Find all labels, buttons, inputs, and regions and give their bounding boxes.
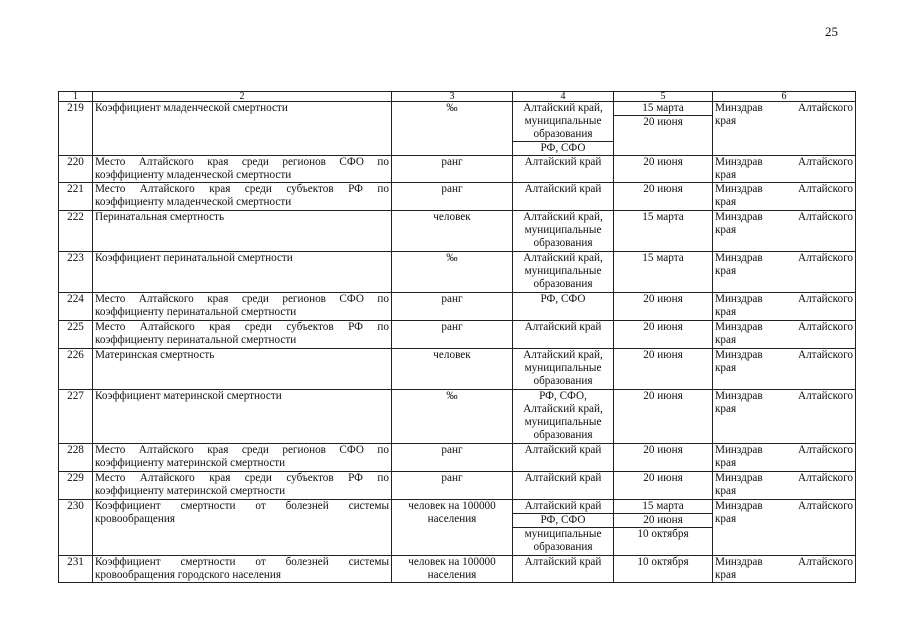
- territory-cell: [513, 472, 614, 500]
- deadline-line: 15 марта: [642, 252, 684, 264]
- org-word: края: [715, 485, 737, 497]
- org-word: Минздрав: [715, 156, 763, 168]
- column-number: 3: [392, 92, 513, 102]
- unit-cell: [392, 321, 513, 349]
- deadline-cell: [614, 472, 713, 500]
- org-word: Минздрав: [715, 556, 763, 568]
- indicator-name: Место Алтайского края среди регионов СФО по коэффициенту материнской смертности: [93, 444, 392, 472]
- row-number: 223: [59, 252, 93, 293]
- deadline-line: 20 июня: [643, 444, 683, 456]
- org-word: Минздрав: [715, 293, 763, 305]
- unit-cell: [392, 390, 513, 444]
- unit-cell: [392, 293, 513, 321]
- org-word: Алтайского: [798, 349, 853, 361]
- page-number: 25: [825, 24, 838, 39]
- territory-cell: [513, 349, 614, 390]
- table-row: [59, 390, 856, 444]
- row-number: 231: [59, 556, 93, 583]
- org-word: Минздрав: [715, 390, 763, 402]
- territory-line: Алтайский край, муниципальные образования: [523, 252, 603, 290]
- unit-line: ‰: [446, 390, 458, 402]
- deadline-cell: [614, 156, 713, 183]
- deadline-cell: [614, 390, 713, 444]
- org-word: края: [715, 115, 737, 127]
- org-word: Алтайского: [798, 556, 853, 568]
- territory-cell: [513, 252, 614, 293]
- territory-line: Алтайский край: [524, 183, 602, 195]
- org-word: края: [715, 569, 737, 581]
- unit-line: человек на 100000 населения: [408, 556, 496, 581]
- org-word: Алтайского: [798, 390, 853, 402]
- row-number: 228: [59, 444, 93, 472]
- org-word: Минздрав: [715, 183, 763, 195]
- unit-cell: [392, 556, 513, 583]
- row-number: 225: [59, 321, 93, 349]
- territory-line: Алтайский край, муниципальные образования: [523, 102, 603, 140]
- deadline-cell: [614, 444, 713, 472]
- unit-line: человек на 100000 населения: [408, 500, 496, 525]
- territory-line: РФ, СФО: [513, 141, 613, 155]
- indicator-name: Коэффициент смертности от болезней системы кровообращения: [93, 500, 392, 556]
- table-row: [59, 102, 856, 156]
- org-top-line: [715, 556, 853, 569]
- territory-cell: [513, 183, 614, 211]
- org-word: края: [715, 334, 737, 346]
- indicator-name: Материнская смертность: [93, 349, 392, 390]
- column-number: 5: [614, 92, 713, 102]
- org-word: края: [715, 362, 737, 374]
- unit-cell: [392, 102, 513, 156]
- territory-line: РФ, СФО, Алтайский край, муниципальные образования: [523, 390, 603, 441]
- territory-line: Алтайский край: [524, 321, 602, 333]
- territory-line: Алтайский край, муниципальные образования: [523, 211, 603, 249]
- deadline-line: 20 июня: [643, 390, 683, 402]
- table-row: [59, 252, 856, 293]
- org-word: Минздрав: [715, 444, 763, 456]
- unit-line: ранг: [441, 156, 463, 168]
- deadline-cell: [614, 102, 713, 156]
- responsible-org: [713, 556, 856, 583]
- territory-line: Алтайский край: [524, 556, 602, 568]
- indicator-name: Место Алтайского края среди субъектов РФ по коэффициенту перинатальной смертности: [93, 321, 392, 349]
- org-top-line: [715, 390, 853, 403]
- deadline-line: 10 октября: [614, 527, 712, 541]
- row-number: 226: [59, 349, 93, 390]
- org-top-line: [715, 211, 853, 224]
- territory-line: Алтайский край: [524, 472, 602, 484]
- org-top-line: [715, 252, 853, 265]
- org-word: края: [715, 513, 737, 525]
- deadline-line: 20 июня: [643, 293, 683, 305]
- deadline-cell: [614, 293, 713, 321]
- deadline-line: 10 октября: [637, 556, 689, 568]
- deadline-line: 15 марта: [642, 211, 684, 223]
- unit-cell: [392, 211, 513, 252]
- territory-cell: [513, 556, 614, 583]
- org-word: Алтайского: [798, 472, 853, 484]
- unit-line: ранг: [441, 472, 463, 484]
- territory-cell: [513, 211, 614, 252]
- indicator-name: Коэффициент перинатальной смертности: [93, 252, 392, 293]
- responsible-org: [713, 211, 856, 252]
- deadline-line: 15 марта: [642, 102, 684, 114]
- table-row: [59, 156, 856, 183]
- org-word: Алтайского: [798, 183, 853, 195]
- org-word: Алтайского: [798, 252, 853, 264]
- responsible-org: [713, 102, 856, 156]
- unit-cell: [392, 156, 513, 183]
- unit-cell: [392, 252, 513, 293]
- deadline-cell: [614, 349, 713, 390]
- deadline-cell: [614, 321, 713, 349]
- territory-line: Алтайский край: [524, 444, 602, 456]
- org-top-line: [715, 293, 853, 306]
- deadline-line: 15 марта: [642, 500, 684, 512]
- deadline-line: 20 июня: [643, 321, 683, 333]
- org-word: Алтайского: [798, 321, 853, 333]
- responsible-org: [713, 444, 856, 472]
- territory-line: Алтайский край: [524, 156, 602, 168]
- org-word: края: [715, 224, 737, 236]
- indicator-name: Место Алтайского края среди субъектов РФ по коэффициенту младенческой смертности: [93, 183, 392, 211]
- org-top-line: [715, 102, 853, 115]
- territory-cell: [513, 500, 614, 556]
- org-top-line: [715, 321, 853, 334]
- row-number: 220: [59, 156, 93, 183]
- table-row: [59, 472, 856, 500]
- territory-cell: [513, 293, 614, 321]
- org-word: Минздрав: [715, 321, 763, 333]
- row-number: 227: [59, 390, 93, 444]
- row-number: 229: [59, 472, 93, 500]
- unit-cell: [392, 472, 513, 500]
- table-row: [59, 293, 856, 321]
- org-top-line: [715, 444, 853, 457]
- responsible-org: [713, 156, 856, 183]
- org-word: Минздрав: [715, 472, 763, 484]
- org-word: края: [715, 306, 737, 318]
- column-number: 4: [513, 92, 614, 102]
- org-word: Минздрав: [715, 349, 763, 361]
- org-word: Минздрав: [715, 252, 763, 264]
- table-row: [59, 321, 856, 349]
- org-top-line: [715, 500, 853, 513]
- org-top-line: [715, 349, 853, 362]
- indicator-name: Коэффициент смертности от болезней системы кровообращения городского населения: [93, 556, 392, 583]
- org-word: края: [715, 457, 737, 469]
- unit-line: ранг: [441, 321, 463, 333]
- org-word: края: [715, 196, 737, 208]
- indicator-name: Место Алтайского края среди регионов СФО по коэффициенту младенческой смертности: [93, 156, 392, 183]
- org-top-line: [715, 183, 853, 196]
- deadline-cell: [614, 211, 713, 252]
- responsible-org: [713, 472, 856, 500]
- org-top-line: [715, 472, 853, 485]
- territory-cell: [513, 444, 614, 472]
- row-number: 222: [59, 211, 93, 252]
- territory-line: муниципальные образования: [513, 527, 613, 554]
- table-body: [59, 92, 856, 583]
- org-word: Минздрав: [715, 500, 763, 512]
- indicators-table: [58, 91, 856, 583]
- territory-line: Алтайский край, муниципальные образования: [523, 349, 603, 387]
- org-word: Алтайского: [798, 156, 853, 168]
- territory-cell: [513, 390, 614, 444]
- indicator-name: Коэффициент материнской смертности: [93, 390, 392, 444]
- column-number: 6: [713, 92, 856, 102]
- deadline-cell: [614, 252, 713, 293]
- responsible-org: [713, 293, 856, 321]
- deadline-cell: [614, 183, 713, 211]
- row-number: 224: [59, 293, 93, 321]
- column-number-row: [59, 92, 856, 102]
- row-number: 230: [59, 500, 93, 556]
- indicator-name: Место Алтайского края среди субъектов РФ по коэффициенту материнской смертности: [93, 472, 392, 500]
- table-row: [59, 211, 856, 252]
- territory-line: РФ, СФО: [540, 293, 586, 305]
- unit-line: ‰: [446, 252, 458, 264]
- deadline-line: 20 июня: [643, 156, 683, 168]
- deadline-cell: [614, 556, 713, 583]
- unit-line: человек: [433, 211, 471, 223]
- org-word: Минздрав: [715, 211, 763, 223]
- unit-line: человек: [433, 349, 471, 361]
- territory-cell: [513, 102, 614, 156]
- territory-cell: [513, 156, 614, 183]
- unit-line: ранг: [441, 183, 463, 195]
- territory-line: Алтайский край: [524, 500, 602, 512]
- responsible-org: [713, 252, 856, 293]
- deadline-line: 20 июня: [643, 472, 683, 484]
- responsible-org: [713, 321, 856, 349]
- org-word: края: [715, 403, 737, 415]
- unit-cell: [392, 500, 513, 556]
- unit-cell: [392, 349, 513, 390]
- responsible-org: [713, 183, 856, 211]
- indicator-name: Место Алтайского края среди регионов СФО по коэффициенту перинатальной смертности: [93, 293, 392, 321]
- territory-line: РФ, СФО: [513, 513, 613, 527]
- row-number: 221: [59, 183, 93, 211]
- indicator-name: Перинатальная смертность: [93, 211, 392, 252]
- responsible-org: [713, 349, 856, 390]
- table-row: [59, 444, 856, 472]
- table-row: [59, 349, 856, 390]
- org-word: Алтайского: [798, 102, 853, 114]
- unit-cell: [392, 183, 513, 211]
- org-word: Минздрав: [715, 102, 763, 114]
- unit-line: ‰: [446, 102, 458, 114]
- table-row: [59, 556, 856, 583]
- org-word: Алтайского: [798, 444, 853, 456]
- indicator-name: Коэффициент младенческой смертности: [93, 102, 392, 156]
- org-word: края: [715, 265, 737, 277]
- org-top-line: [715, 156, 853, 169]
- table-row: [59, 183, 856, 211]
- deadline-line: 20 июня: [614, 115, 712, 129]
- responsible-org: [713, 390, 856, 444]
- unit-cell: [392, 444, 513, 472]
- org-word: Алтайского: [798, 500, 853, 512]
- deadline-line: 20 июня: [614, 513, 712, 527]
- org-word: Алтайского: [798, 211, 853, 223]
- unit-line: ранг: [441, 293, 463, 305]
- column-number: 2: [93, 92, 392, 102]
- deadline-line: 20 июня: [643, 183, 683, 195]
- deadline-cell: [614, 500, 713, 556]
- unit-line: ранг: [441, 444, 463, 456]
- row-number: 219: [59, 102, 93, 156]
- column-number: 1: [59, 92, 93, 102]
- org-word: Алтайского: [798, 293, 853, 305]
- org-word: края: [715, 169, 737, 181]
- table-row: [59, 500, 856, 556]
- deadline-line: 20 июня: [643, 349, 683, 361]
- territory-cell: [513, 321, 614, 349]
- responsible-org: [713, 500, 856, 556]
